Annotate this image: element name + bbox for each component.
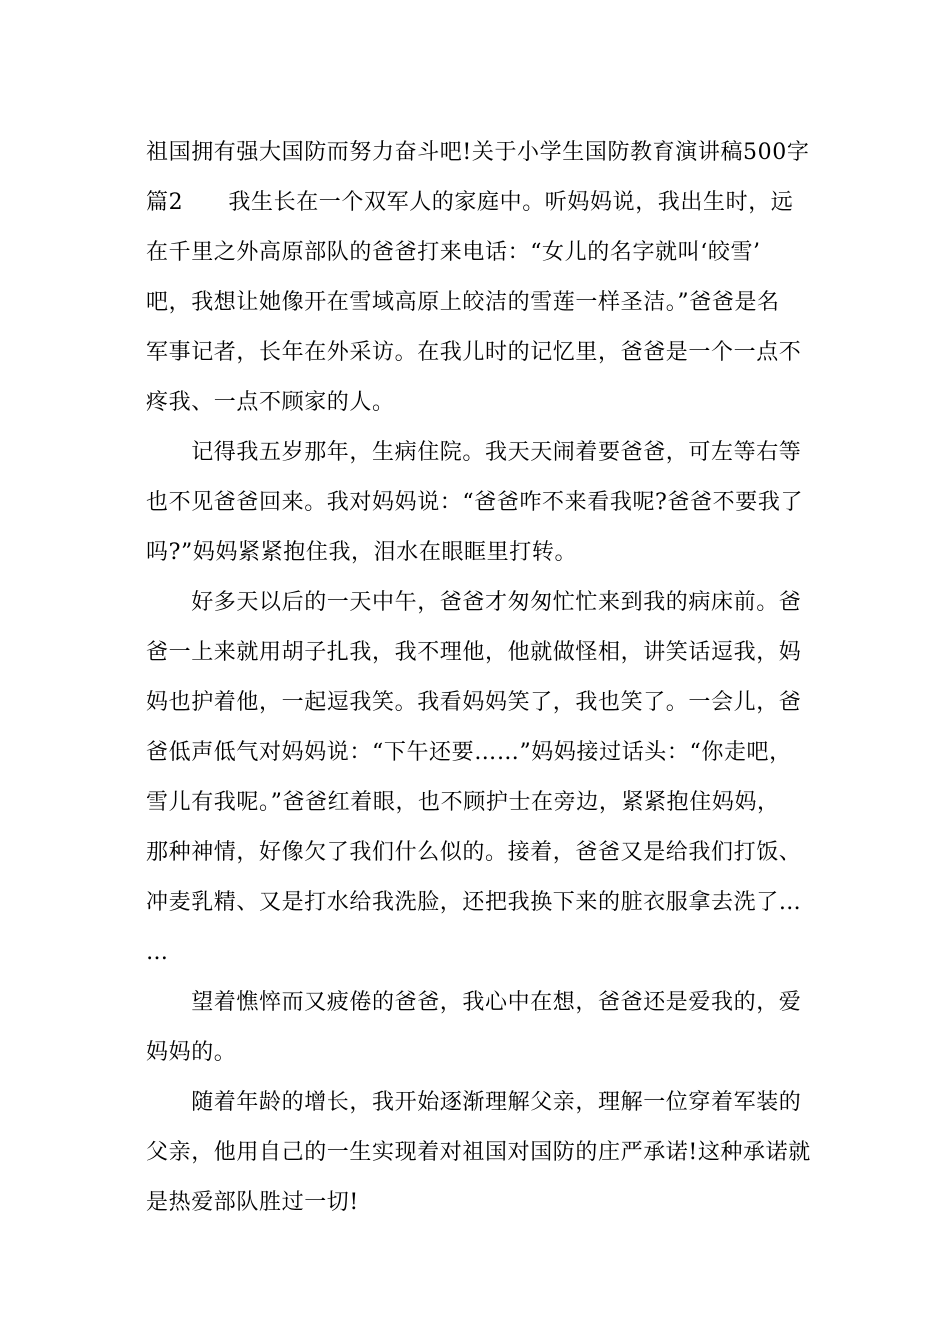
text-line: 吗?”妈妈紧紧抱住我，泪水在眼眶里打转。 bbox=[146, 540, 578, 565]
text-line: 好多天以后的一天中午，爸爸才匆匆忙忙来到我的病床前。爸 bbox=[146, 590, 802, 615]
text-line: 疼我、一点不顾家的人。 bbox=[146, 390, 395, 415]
text-line: 冲麦乳精、又是打水给我洗脸，还把我换下来的脏衣服拿去洗了… bbox=[146, 890, 802, 915]
text-line: 在千里之外高原部队的爸爸打来电话：“女儿的名字就叫‘皎雪’ bbox=[146, 240, 761, 265]
text-line: 随着年龄的增长，我开始逐渐理解父亲，理解一位穿着军装的 bbox=[146, 1090, 802, 1115]
text-line: … bbox=[146, 940, 169, 965]
text-line: 妈妈的。 bbox=[146, 1040, 237, 1065]
text-line: 雪儿有我呢。”爸爸红着眼，也不顾护士在旁边，紧紧抱住妈妈， bbox=[146, 790, 780, 815]
text-line: 是热爱部队胜过一切! bbox=[146, 1190, 359, 1215]
text-line: 望着憔悴而又疲倦的爸爸，我心中在想，爸爸还是爱我的，爱 bbox=[146, 990, 802, 1015]
text-line: 军事记者，长年在外采访。在我儿时的记忆里，爸爸是一个一点不 bbox=[146, 340, 802, 365]
text-line: 父亲，他用自己的一生实现着对祖国对国防的庄严承诺!这种承诺就 bbox=[146, 1140, 811, 1165]
text-line: 那种神情，好像欠了我们什么似的。接着，爸爸又是给我们打饭、 bbox=[146, 840, 802, 865]
text-line: 也不见爸爸回来。我对妈妈说：“爸爸咋不来看我呢?爸爸不要我了 bbox=[146, 490, 804, 515]
text-line: 吧，我想让她像开在雪域高原上皎洁的雪莲一样圣洁。”爸爸是名 bbox=[146, 290, 780, 315]
text-line: 祖国拥有强大国防而努力奋斗吧!关于小学生国防教育演讲稿500字 bbox=[146, 140, 810, 165]
text-line: 记得我五岁那年，生病住院。我天天闹着要爸爸，可左等右等 bbox=[146, 440, 802, 465]
text-line: 妈也护着他，一起逗我笑。我看妈妈笑了，我也笑了。一会儿，爸 bbox=[146, 690, 802, 715]
speech-text-body bbox=[146, 128, 826, 1228]
text-line: 爸低声低气对妈妈说：“下午还要……”妈妈接过话头：“你走吧， bbox=[146, 740, 792, 765]
text-line: 爸一上来就用胡子扎我，我不理他，他就做怪相，讲笑话逗我，妈 bbox=[146, 640, 802, 665]
text-line: 篇2 我生长在一个双军人的家庭中。听妈妈说，我出生时，远 bbox=[146, 190, 794, 215]
